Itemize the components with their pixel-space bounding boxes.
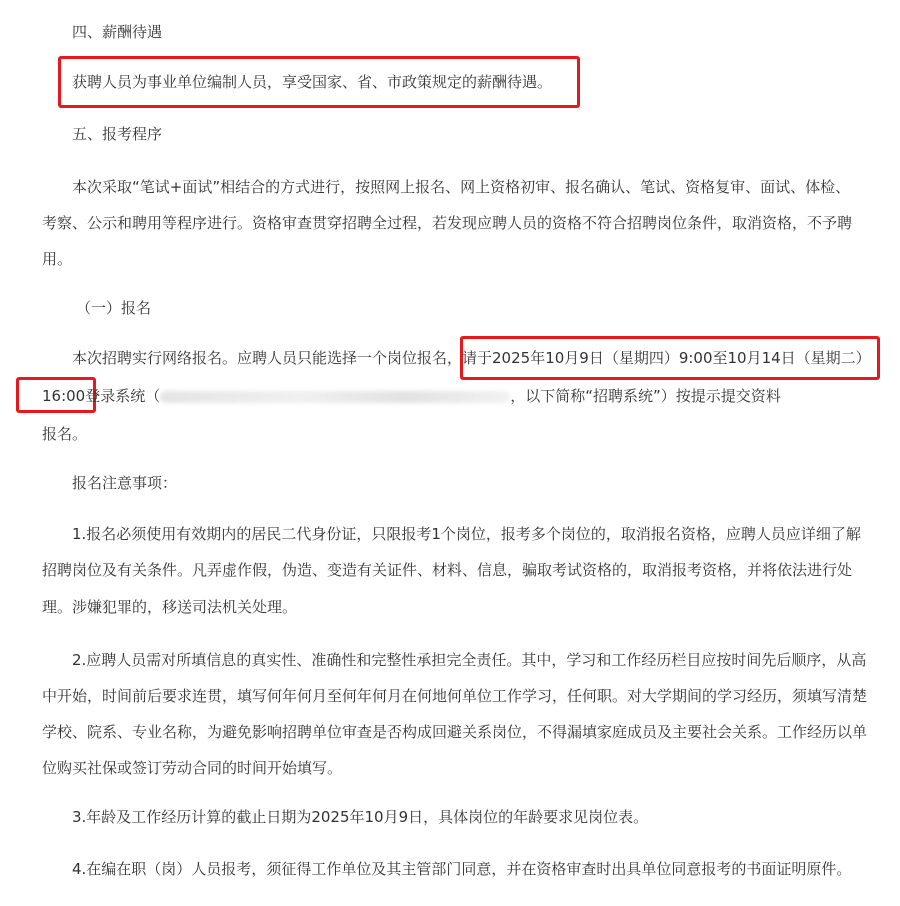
note-2-line-4: 位购买社保或签订劳动合同的时间开始填写。 [42, 759, 343, 777]
registration-line-2 [42, 385, 781, 407]
registration-date-range: 请于2025年10月9日（星期四）9:00至10月14日（星期二） [462, 349, 871, 367]
registration-line-1 [72, 347, 871, 369]
registration-system-text: ，以下简称“招聘系统”）按提示提交资料 [510, 387, 781, 405]
registration-login-text: 登录系统（ [85, 387, 161, 405]
section-5-heading: 五、报考程序 [72, 125, 163, 143]
note-1-line-3: 理。涉嫌犯罪的，移送司法机关处理。 [42, 598, 298, 616]
registration-intro-text: 本次招聘实行网络报名。应聘人员只能选择一个岗位报名， [72, 349, 463, 367]
note-2-line-2: 中开始，时间前后要求连贯，填写何年何月至何年何月在何地何单位工作学习，任何职。对大学期间的学习经历，须填写清楚 [42, 687, 868, 705]
section-5-paragraph-line-3: 用。 [42, 250, 73, 268]
note-1-line-2: 招聘岗位及有关条件。凡弄虚作假，伪造、变造有关证件、材料、信息，骗取考试资格的，取消报考资格，并将依法进行处 [42, 561, 853, 579]
section-5-paragraph-line-2: 考察、公示和聘用等程序进行。资格审查贯穿招聘全过程，若发现应聘人员的资格不符合招聘岗位条件，取消资格，不予聘 [42, 214, 853, 232]
note-4-line-1: 4.在编在职（岗）人员报考，须征得工作单位及其主管部门同意，并在资格审查时出具单位同意报考的书面证明原件。 [72, 860, 852, 878]
note-1-line-1: 1.报名必须使用有效期内的居民二代身份证，只限报考1个岗位，报考多个岗位的，取消报名资格，应聘人员应详细了解 [72, 525, 861, 543]
redacted-url [160, 391, 510, 403]
subsection-1-heading: （一）报名 [76, 299, 152, 317]
section-4-text: 获聘人员为事业单位编制人员，享受国家、省、市政策规定的薪酬待遇。 [72, 73, 553, 91]
registration-line-3: 报名。 [42, 425, 88, 443]
note-2-line-1: 2.应聘人员需对所填信息的真实性、准确性和完整性承担完全责任。其中，学习和工作经历栏目应按时间先后顺序，从高 [72, 651, 867, 669]
note-2-line-3: 学校、院系、专业名称，为避免影响招聘单位审查是否构成回避关系岗位，不得漏填家庭成员及主要社会关系。工作经历以单 [42, 723, 868, 741]
section-5-paragraph-line-1: 本次采取“笔试+面试”相结合的方式进行，按照网上报名、网上资格初审、报名确认、笔试、资格复审、面试、体检、 [72, 178, 851, 196]
registration-end-time: 16:00 [42, 387, 86, 405]
section-4-heading: 四、薪酬待遇 [72, 23, 163, 41]
notes-heading: 报名注意事项： [72, 474, 178, 492]
note-3-line-1: 3.年龄及工作经历计算的截止日期为2025年10月9日，具体岗位的年龄要求见岗位表。 [72, 808, 649, 826]
